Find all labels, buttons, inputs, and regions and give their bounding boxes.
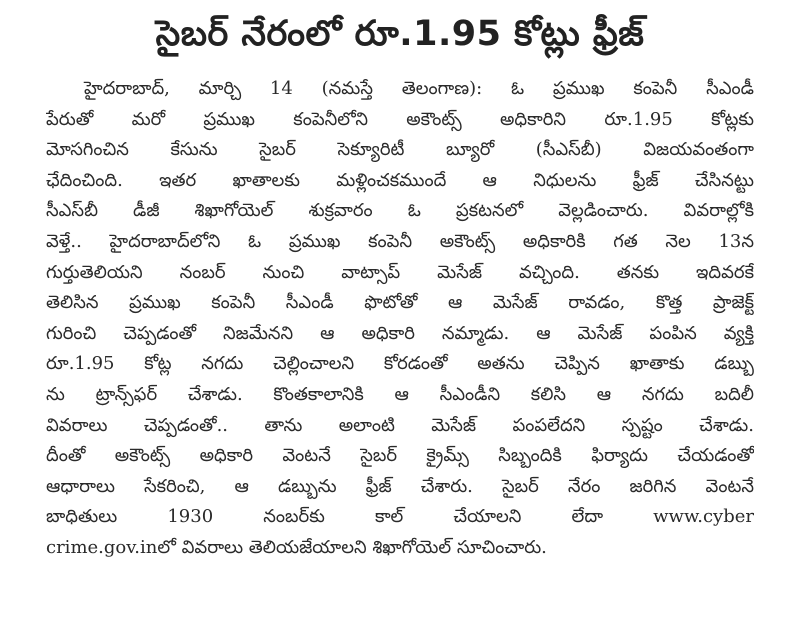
article-body-line: దీంతో అకౌంట్స్ అధికారి వెంటనే సైబర్ క్రైమ్స్ సిబ్బందికి ఫిర్యాదు చేయడంతో — [46, 445, 754, 467]
article-body-line: గుర్తుతెలియని నంబర్ నుంచి వాట్సాప్ మెసేజ్ వచ్చింది. తనకు ఇదివరకే — [46, 261, 754, 283]
article-headline: సైబర్ నేరంలో రూ.1.95 కోట్లు ఫ్రీజ్ — [155, 14, 645, 54]
article-body-line: వెళ్తే.. హైదరాబాద్‌లోని ఓ ప్రముఖ కంపెనీ అకౌంట్స్ అధికారికి గత నెల 13న — [46, 230, 754, 252]
article-body-line: బాధితులు 1930 నంబర్‌కు కాల్ చేయాలని లేదా www.cyber — [46, 506, 754, 528]
article-body-line: తెలిసిన ప్రముఖ కంపెనీ సీఎండీ ఫొటోతో ఆ మెసేజ్ రావడం, కొత్త ప్రాజెక్ట్ — [46, 292, 754, 314]
article-body-line: హైదరాబాద్, మార్చి 14 (నమస్తే తెలంగాణ): ఓ ప్రముఖ కంపెనీ సీఎండీ — [84, 78, 754, 99]
article-body-line: ను ట్రాన్స్‌ఫర్ చేశాడు. కొంతకాలానికి ఆ సీఎండీని కలిసి ఆ నగదు బదిలీ — [46, 383, 754, 405]
article-body-line: గురించి చెప్పడంతో నిజమేనని ఆ అధికారి నమ్మాడు. ఆ మెసేజ్ పంపిన వ్యక్తి — [46, 322, 754, 344]
article-body-line: సీఎస్‌బీ డీజీ శిఖాగోయెల్ శుక్రవారం ఓ ప్రకటనలో వెల్లడించారు. వివరాల్లోకి — [46, 200, 754, 222]
article-body-line: crime.gov.inలో వివరాలు తెలియజేయాలని శిఖాగోయెల్ సూచించారు. — [46, 536, 547, 558]
article-body-line: ఆధారాలు సేకరించి, ఆ డబ్బును ఫ్రీజ్ చేశారు. సైబర్ నేరం జరిగిన వెంటనే — [46, 475, 754, 497]
article-body-line: ఛేదించింది. ఇతర ఖాతాలకు మళ్లించకముందే ఆ నిధులను ఫ్రీజ్ చేసినట్టు — [46, 169, 754, 191]
article-body-line: మోసగించిన కేసును సైబర్ సెక్యూరిటీ బ్యూరో (సీఎస్‌బీ) విజయవంతంగా — [46, 139, 754, 161]
article-body — [46, 74, 754, 564]
article-body-line: రూ.1.95 కోట్ల నగదు చెల్లించాలని కోరడంతో అతను చెప్పిన ఖాతాకు డబ్బు — [46, 353, 754, 375]
article-body-line: పేరుతో మరో ప్రముఖ కంపెనీలోని అకౌంట్స్ అధికారిని రూ.1.95 కోట్లకు — [46, 108, 754, 130]
article-body-line: వివరాలు చెప్పడంతో.. తాను అలాంటి మెసేజ్ పంపలేదని స్పష్టం చేశాడు. — [46, 414, 754, 436]
